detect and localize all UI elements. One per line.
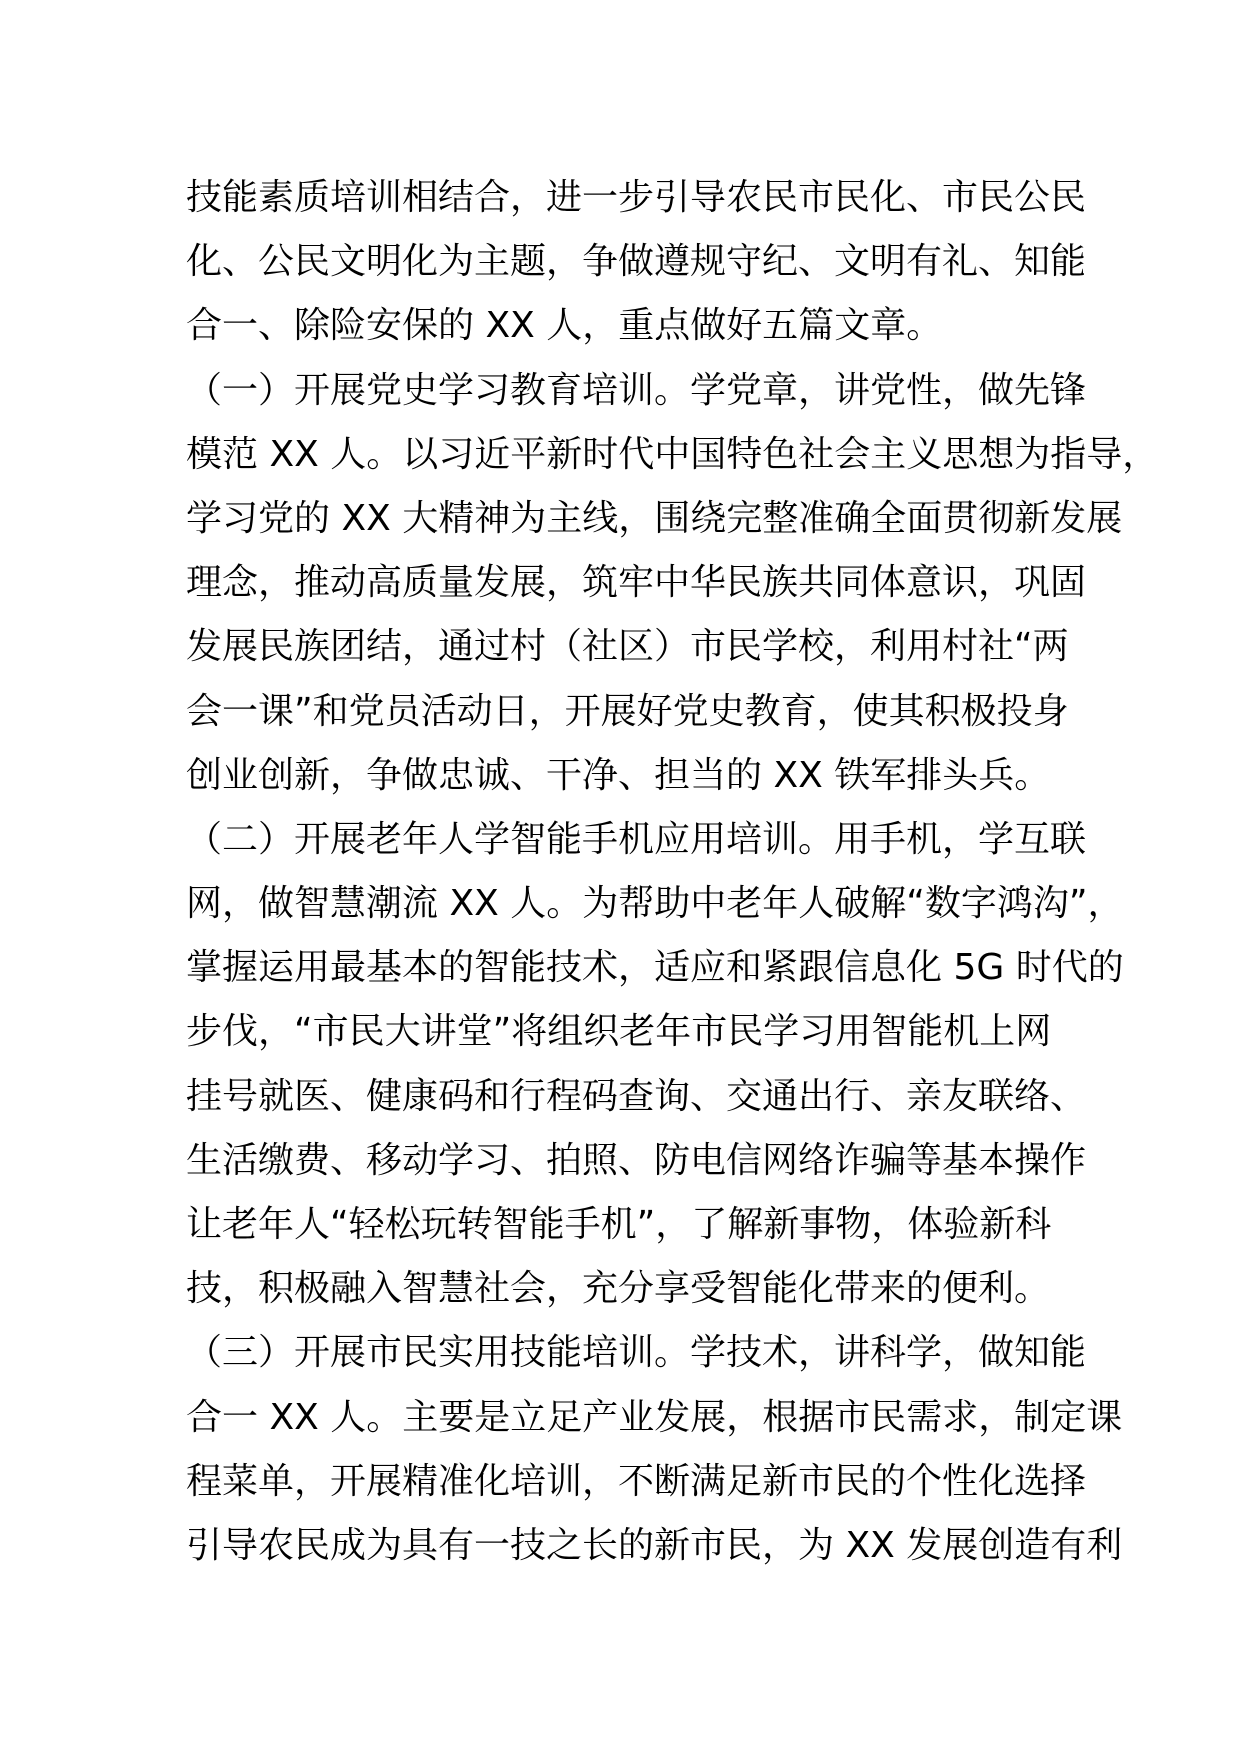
text-line: 模范 XX 人。以习近平新时代中国特色社会主义思想为指导， bbox=[186, 433, 1159, 475]
text-line: 化、公民文明化为主题，争做遵规守纪、文明有礼、知能 bbox=[186, 241, 1087, 283]
text-line: （一）开展党史学习教育培训。学党章，讲党性，做先锋 bbox=[186, 369, 1087, 411]
text-line: 技能素质培训相结合，进一步引导农民市民化、市民公民 bbox=[186, 177, 1087, 218]
text-line: 步伐，“市民大讲堂”将组织老年市民学习用智能机上网 bbox=[186, 1011, 1052, 1053]
text-line: 网，做智慧潮流 XX 人。为帮助中老年人破解“数字鸿沟”， bbox=[186, 883, 1124, 925]
text-line: 掌握运用最基本的智能技术，适应和紧跟信息化 5G 时代的 bbox=[186, 947, 1124, 989]
text-line: 合一 XX 人。主要是立足产业发展，根据市民需求，制定课 bbox=[186, 1396, 1123, 1438]
text-line: 技，积极融入智慧社会，充分享受智能化带来的便利。 bbox=[186, 1268, 1051, 1310]
text-line: 发展民族团结，通过村（社区）市民学校，利用村社“两 bbox=[186, 626, 1069, 668]
text-line: 创业创新，争做忠诚、干净、担当的 XX 铁军排头兵。 bbox=[186, 754, 1051, 796]
text-line: 挂号就医、健康码和行程码查询、交通出行、亲友联络、 bbox=[186, 1075, 1087, 1117]
text-line: （三）开展市民实用技能培训。学技术，讲科学，做知能 bbox=[186, 1332, 1087, 1374]
text-line: 引导农民成为具有一技之长的新市民，为 XX 发展创造有利 bbox=[186, 1524, 1123, 1566]
text-line: （二）开展老年人学智能手机应用培训。用手机，学互联 bbox=[186, 818, 1087, 860]
text-line: 合一、除险安保的 XX 人，重点做好五篇文章。 bbox=[186, 305, 943, 347]
text-line: 会一课”和党员活动日，开展好党史教育，使其积极投身 bbox=[186, 690, 1069, 732]
text-line: 程菜单，开展精准化培训，不断满足新市民的个性化选择 bbox=[186, 1460, 1087, 1502]
text-line: 理念，推动高质量发展，筑牢中华民族共同体意识，巩固 bbox=[186, 562, 1087, 604]
body-text bbox=[186, 166, 1159, 1578]
text-line: 生活缴费、移动学习、拍照、防电信网络诈骗等基本操作 bbox=[186, 1139, 1087, 1181]
text-line: 让老年人“轻松玩转智能手机”，了解新事物，体验新科 bbox=[186, 1204, 1052, 1245]
text-line: 学习党的 XX 大精神为主线，围绕完整准确全面贯彻新发展 bbox=[186, 497, 1123, 539]
